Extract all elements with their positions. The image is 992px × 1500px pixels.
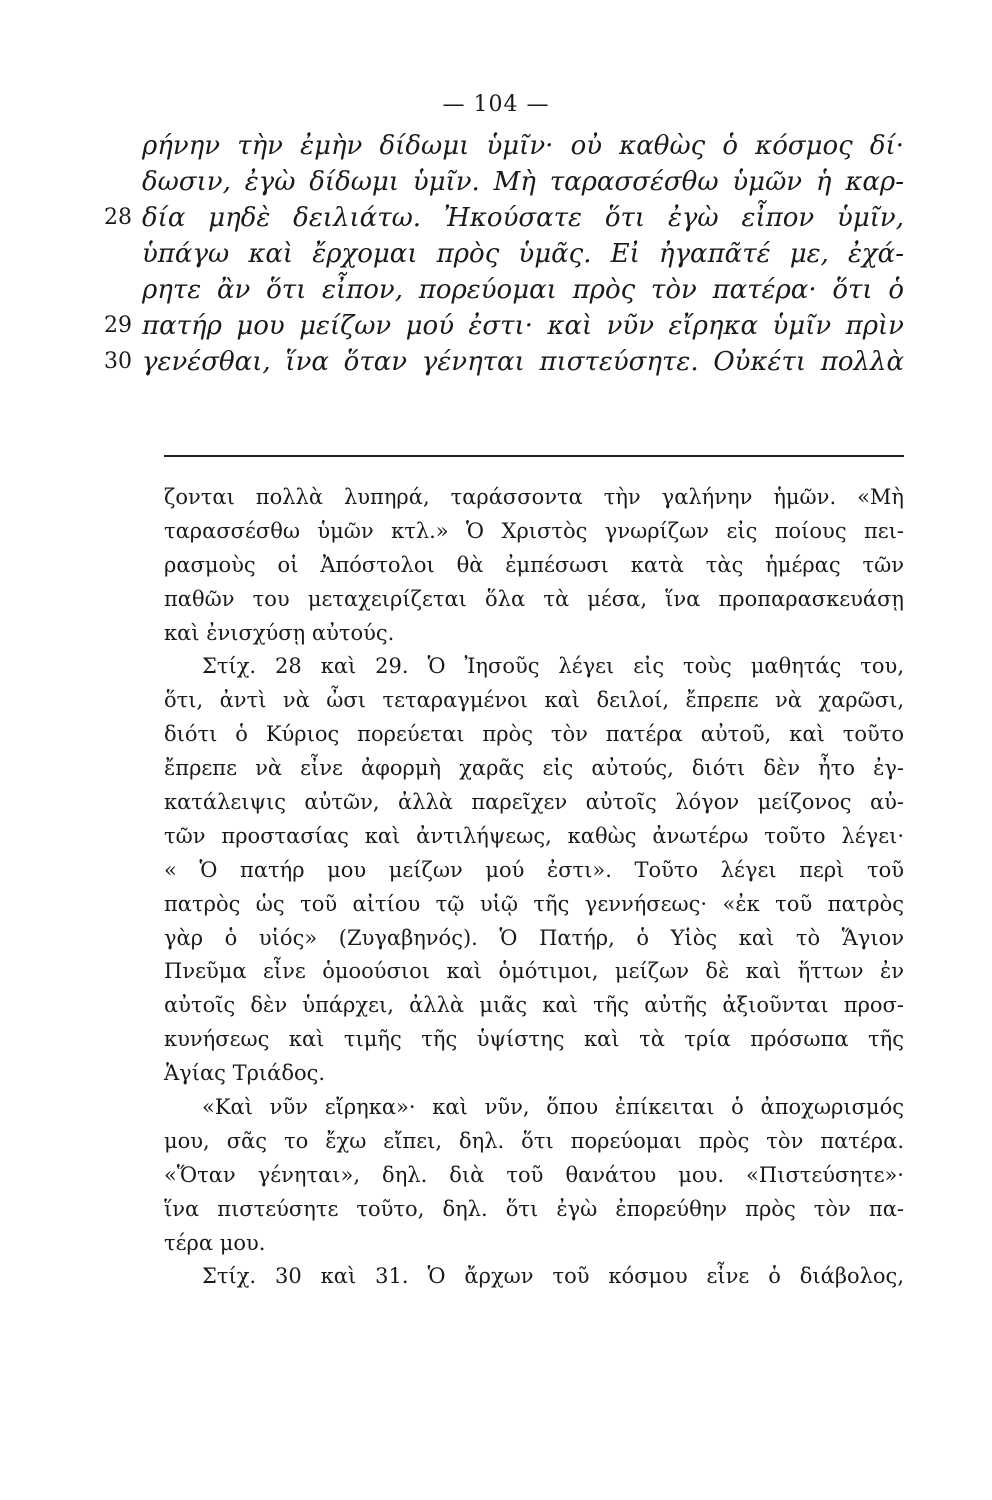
verse-text: δία μηδὲ δειλιάτω. Ἠκούσατε ὅτι ἐγὼ εἶπον ὑμῖν,: [142, 203, 904, 233]
commentary-line: παθῶν του μεταχειρίζεται ὅλα τὰ μέσα, ἵνα προπαρασκευάσῃ: [164, 586, 904, 611]
verse-line: [104, 200, 904, 236]
commentary-line: Στίχ. 28 καὶ 29. Ὁ Ἰησοῦς λέγει εἰς τοὺς μαθητάς του,: [202, 654, 904, 679]
verse-line: [142, 164, 904, 200]
commentary-line: ταρασσέσθω ὑμῶν κτλ.» Ὁ Χριστὸς γνωρίζων εἰς ποίους πει-: [164, 518, 904, 543]
verse-text: γενέσθαι, ἵνα ὅταν γένηται πιστεύσητε. Οὐκέτι πολλὰ: [142, 347, 904, 377]
commentary-line: τῶν προστασίας καὶ ἀντιλήψεως, καθὼς ἀνωτέρω τοῦτο λέγει·: [164, 823, 904, 848]
commentary-line: ἵνα πιστεύσητε τοῦτο, δηλ. ὅτι ἐγὼ ἐπορεύθην πρὸς τὸν πα-: [164, 1196, 904, 1221]
commentary-line: κυνήσεως καὶ τιμῆς τῆς ὑψίστης καὶ τὰ τρία πρόσωπα τῆς: [164, 1027, 904, 1052]
commentary-line: μου, σᾶς το ἔχω εἴπει, δηλ. ὅτι πορεύομαι πρὸς τὸν πατέρα.: [164, 1128, 904, 1153]
commentary-line: ὅτι, ἀντὶ νὰ ὦσι τεταραγμένοι καὶ δειλοί, ἔπρεπε νὰ χαρῶσι,: [164, 688, 904, 713]
verse-line: [142, 128, 904, 164]
verse-text: ὑπάγω καὶ ἔρχομαι πρὸς ὑμᾶς. Εἰ ἠγαπᾶτέ με, ἐχά-: [142, 239, 904, 269]
scripture-text: [104, 128, 904, 380]
verse-line: [104, 308, 904, 344]
commentary-line: Πνεῦμα εἶνε ὁμοούσιοι καὶ ὁμότιμοι, μείζων δὲ καὶ ἥττων ἐν: [164, 959, 904, 984]
commentary-line: κατάλειψις αὐτῶν, ἀλλὰ παρεῖχεν αὐτοῖς λόγον μείζονος αὐ-: [164, 790, 904, 815]
verse-text: ρήνην τὴν ἐμὴν δίδωμι ὑμῖν· οὐ καθὼς ὁ κόσμος δί·: [142, 131, 904, 161]
commentary-line: καὶ ἐνισχύσῃ αὐτούς.: [164, 620, 395, 645]
verse-text: δωσιν, ἐγὼ δίδωμι ὑμῖν. Μὴ ταρασσέσθω ὑμῶν ἡ καρ-: [142, 167, 904, 197]
commentary-line: « Ὁ πατήρ μου μείζων μού ἐστι». Τοῦτο λέγει περὶ τοῦ: [164, 857, 904, 882]
commentary-line: ἔπρεπε νὰ εἶνε ἀφορμὴ χαρᾶς εἰς αὐτούς, διότι δὲν ἦτο ἐγ-: [164, 756, 904, 781]
commentary-line: «Ὅταν γένηται», δηλ. διὰ τοῦ θανάτου μου. «Πιστεύσητε»·: [164, 1162, 904, 1187]
footnote-divider: [164, 455, 904, 457]
commentary-line: τέρα μου.: [164, 1230, 266, 1255]
verse-number: 28: [104, 205, 132, 230]
commentary-line: διότι ὁ Κύριος πορεύεται πρὸς τὸν πατέρα αὐτοῦ, καὶ τοῦτο: [164, 722, 904, 747]
commentary-line: Ἁγίας Τριάδος.: [164, 1061, 326, 1086]
verse-text: πατήρ μου μείζων μού ἐστι· καὶ νῦν εἴρηκα ὑμῖν πρὶν: [142, 311, 904, 341]
verse-number: 30: [104, 349, 132, 374]
commentary-line: πατρὸς ὡς τοῦ αἰτίου τῷ υἱῷ τῆς γεννήσεως· «ἐκ τοῦ πατρὸς: [164, 891, 904, 916]
commentary-text: [164, 481, 904, 1294]
commentary-line: γὰρ ὁ υἱός» (Ζυγαβηνός). Ὁ Πατήρ, ὁ Υἱὸς καὶ τὸ Ἅγιον: [164, 925, 904, 950]
commentary-line: «Καὶ νῦν εἴρηκα»· καὶ νῦν, ὅπου ἐπίκειται ὁ ἀποχωρισμός: [202, 1095, 904, 1120]
commentary-line: Στίχ. 30 καὶ 31. Ὁ ἄρχων τοῦ κόσμου εἶνε ὁ διάβολος,: [202, 1264, 904, 1289]
verse-line: [142, 272, 904, 308]
page-number: — 104 —: [442, 92, 550, 117]
verse-line: [104, 344, 904, 380]
commentary-line: ρασμοὺς οἱ Ἀπόστολοι θὰ ἐμπέσωσι κατὰ τὰς ἡμέρας τῶν: [164, 552, 904, 577]
verse-line: [142, 236, 904, 272]
verse-text: ρητε ἂν ὅτι εἶπον, πορεύομαι πρὸς τὸν πατέρα· ὅτι ὁ: [142, 275, 904, 305]
commentary-line: ζονται πολλὰ λυπηρά, ταράσσοντα τὴν γαλήνην ἡμῶν. «Μὴ: [164, 485, 904, 509]
verse-number: 29: [104, 313, 132, 338]
commentary-line: αὐτοῖς δὲν ὑπάρχει, ἀλλὰ μιᾶς καὶ τῆς αὐτῆς ἀξιοῦνται προσ-: [164, 993, 904, 1018]
